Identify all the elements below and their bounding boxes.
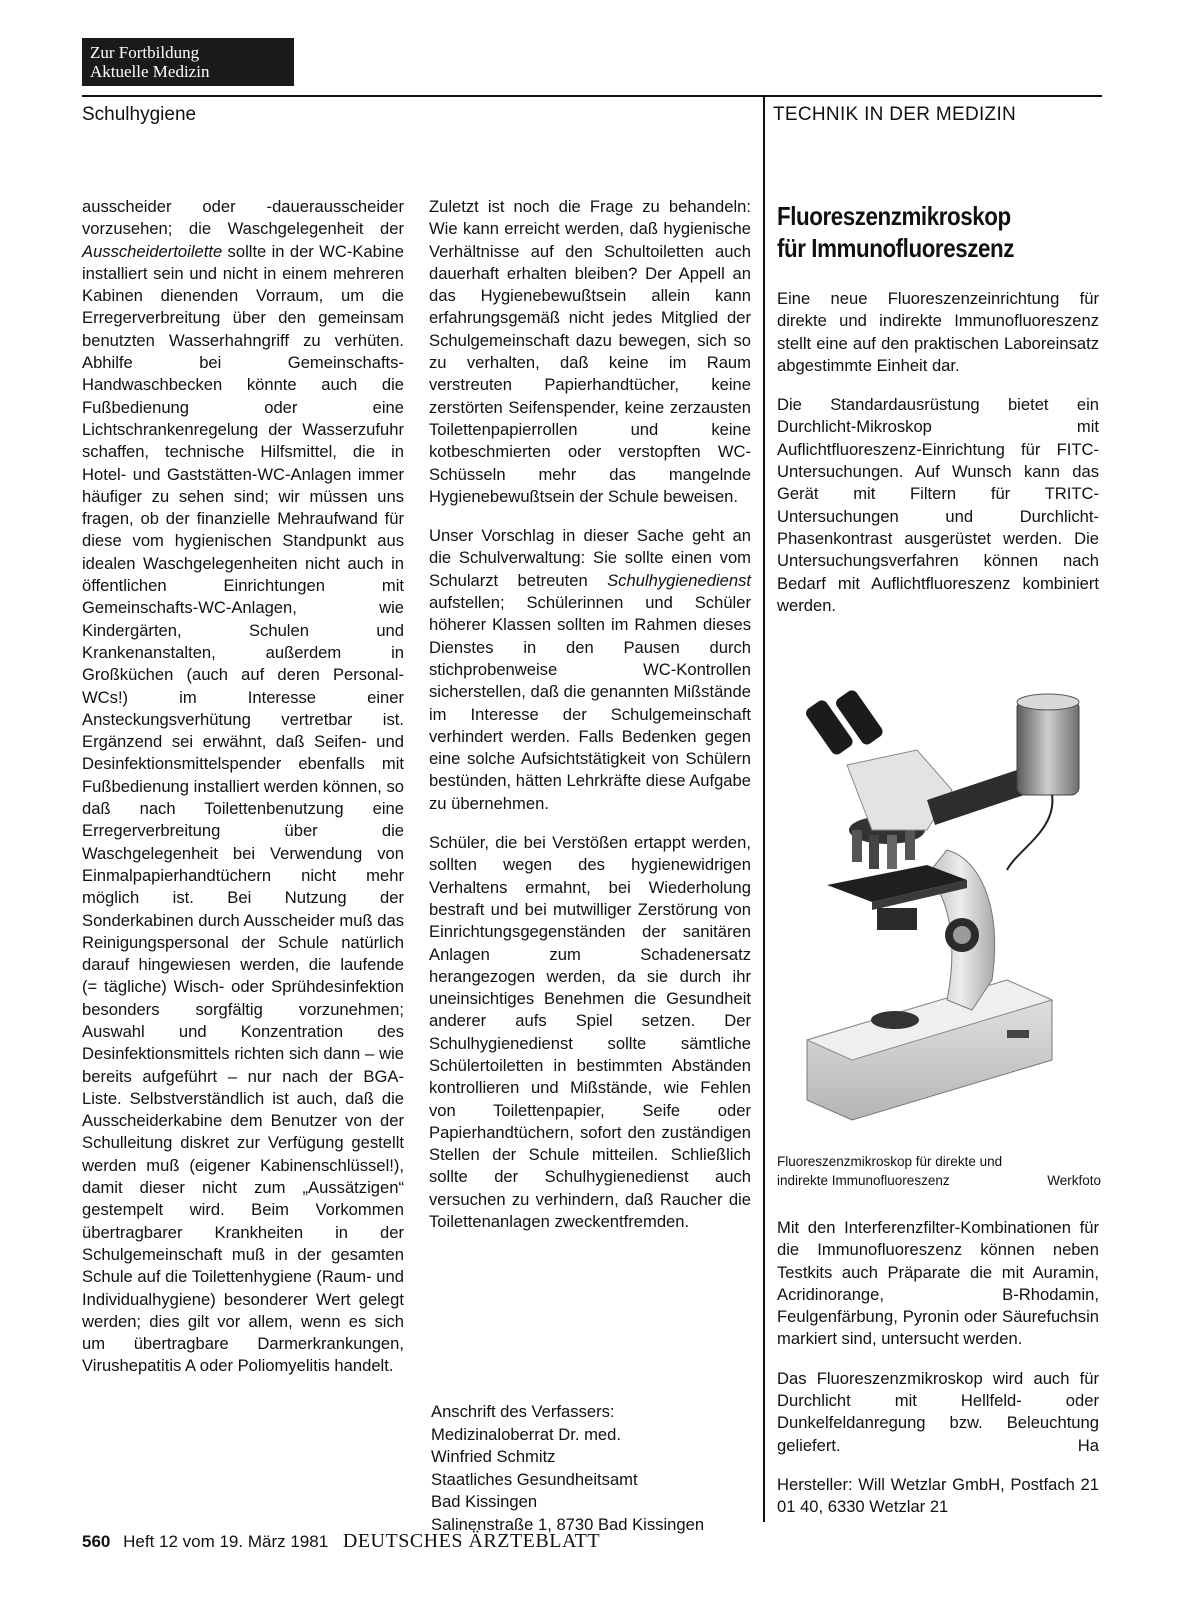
column-divider <box>763 96 765 1522</box>
magazine-name: DEUTSCHES ÄRZTEBLATT <box>342 1530 601 1552</box>
emphasized-term: Ausscheidertoilette <box>82 241 223 261</box>
col2-paragraph-2: Unser Vorschlag in dieser Sache geht an die Schulverwaltung: Sie sollte einen vom Schularzt betreuten Schulhygienedienst aufstellen; Schülerinnen und Schüler höherer Klassen sollten im Rahmen dieses Dienstes in den Pausen durch stichprobenweise WC-Kontrollen sicherstellen, daß die genannten Mißstände im Interesse der Schulgemeinschaft verhindert werden. Falls Bedenken gegen eine solche Aufsichtstätigkeit von Schülern bestünden, hätten Lehrkräfte diese Aufgabe zu übernehmen. <box>429 526 751 813</box>
caption-line-1: Fluoreszenzmikroskop für direkte und <box>777 1154 1003 1169</box>
col2-paragraph-1: Zuletzt ist noch die Frage zu behandeln: Wie kann erreicht werden, daß hygienische Verhältnisse auf den Schultoiletten auch dauerhaft erhalten bleiben? Der Appell an das Hygienebewußtsein allein kann erfahrungsgemäß nicht jedes Mitglied der Schulgemeinschaft dazu bewegen, sich so zu verhalten, daß keine im Raum verstreuten Papierhandtücher, keine zerstörten Seifenspender, keine zerzausten Toilettenpapierrollen und keine kotbeschmierten oder verstopften WC-Schüsseln mehr das mangelnde Hygienebewußtsein der Schule beweisen. <box>429 197 751 506</box>
photo-caption <box>777 1152 1101 1190</box>
address-line: Medizinaloberrat Dr. med. <box>431 1424 621 1444</box>
microscope-photo <box>777 680 1102 1144</box>
photo-credit: Werkfoto <box>1047 1173 1101 1188</box>
address-line: Bad Kissingen <box>431 1492 538 1511</box>
news-headline <box>777 200 1104 264</box>
paragraph-4-text: Das Fluoreszenzmikroskop wird auch für Durchlicht mit Hellfeld- oder Dunkelfeldanregung bzw. Beleuchtung geliefert. <box>777 1368 1099 1455</box>
emphasized-term: Schulhygienedienst <box>607 570 751 590</box>
article-column-1 <box>82 196 404 1395</box>
rubric-box <box>82 38 294 86</box>
section-title-left: Schulhygiene <box>82 104 197 125</box>
col3-paragraph-4 <box>777 1368 1099 1457</box>
page-footer <box>82 1530 600 1553</box>
col3-paragraph-5: Hersteller: Will Wetzlar GmbH, Postfach 21 01 40, 6330 Wetzlar 21 <box>777 1474 1099 1517</box>
rubric-line-2: Aktuelle Medizin <box>90 62 210 81</box>
microscope-illustration <box>777 680 1102 1144</box>
col1-paragraph-1: ausscheider oder -dauerausscheider vorzusehen; die Waschgelegenheit der Ausscheidertoilette sollte in der WC-Kabine installiert sein und nicht in einem mehreren Kabinen dienenden Vorraum, um die Erregerverbreitung über den gemeinsam benutzten Wasserhahngriff zu verhüten. Abhilfe bei Gemeinschafts-Handwaschbecken könnte auch die Fußbedienung oder eine Lichtschrankenregelung der Wasserzufuhr schaffen, technische Hilfsmittel, die in Hotel- und Gaststätten-WC-Anlagen immer häufiger zu sehen sind; wir müssen uns fragen, ob der finanzielle Mehraufwand für diese vom hygienischen Standpunkt aus idealen Waschgelegenheiten nicht auch in öffentlichen Einrichtungen mit Gemeinschafts-WC-Anlagen, wie Kindergärten, Schulen und Krankenanstalten, außerdem in Großküchen (auch auf deren Personal-WCs!) im Interesse einer Ansteckungsverhütung vertretbar ist. Ergänzend sei erwähnt, daß Seifen- und Desinfektionsmittelspender ebenfalls mit Fußbedienung installiert werden können, so daß nach Toilettenbenutzung eine Erregerverbreitung über die Waschgelegenheit bei Verwendung von Einmalpapierhandtüchern nicht mehr möglich ist. Bei Nutzung der Sonderkabinen durch Ausscheider muß das Reinigungspersonal der Schule natürlich darauf hingewiesen werden, die laufende (= tägliche) Wisch- oder Sprühdesinfektion besonders sorgfältig vorzunehmen; Auswahl und Konzentration des Desinfektionsmittels richten sich dann – wie bereits aufgeführt – nur nach der BGA-Liste. Selbstverständlich ist auch, daß die Ausscheiderkabine dem Benutzer von der Schulleitung diskret zur Verfügung gestellt werden muß (eigener Kabinenschlüssel!), damit dieser nicht zum „Aussätzigen“ gestempelt wird. Beim Vorkommen übertragbarer Krankheiten in der Schulgemeinschaft muß in der gesamten Schule auf die Toilettenhygiene (Raum- und Individualhygiene) besonderer Wert gelegt werden; dies gilt vor allem, wenn es sich um übertragbare Darmerkrankungen, Virushepatitis A oder Poliomyelitis handelt. <box>82 197 404 1376</box>
article-column-3-continued <box>777 1217 1099 1536</box>
caption-line-2 <box>777 1171 1101 1190</box>
article-column-2 <box>429 196 751 1250</box>
col3-paragraph-3: Mit den Interferenzfilter-Kombinationen für die Immunofluoreszenz können neben Testkits auch Präparate die mit Auramin, Acridinorange, B-Rhodamin, Feulgenfärbung, Pyronin oder Säurefuchsin markiert sind, untersucht werden. <box>777 1218 1099 1349</box>
headline-line-1: Fluoreszenzmikroskop <box>777 201 1011 231</box>
address-line: Salinenstraße 1, 8730 Bad Kissingen <box>431 1514 705 1534</box>
col3-paragraph-2: Die Standardausrüstung bietet ein Durchlicht-Mikroskop mit Auflichtfluoreszenz-Einrichtung für FITC-Untersuchungen. Auf Wunsch kann das Gerät mit Filtern für TRITC-Untersuchungen und Durchlicht-Phasenkontrast ausgerüstet werden. Die Untersuchungsverfahren können nach Bedarf mit Auflichtfluoreszenz kombiniert werden. <box>777 395 1099 615</box>
section-title-right: TECHNIK IN DER MEDIZIN <box>773 104 1017 125</box>
address-line: Winfried Schmitz <box>431 1447 556 1466</box>
col2-paragraph-3: Schüler, die bei Verstößen ertappt werden, sollten wegen des hygienewidrigen Verhaltens ermahnt, bei Wiederholung bestraft und bei mutwilliger Zerstörung von Einrichtungsgegenständen der sanitären Anlagen zum Schadenersatz herangezogen werden, da sie durch ihr uneinsichtiges Benehmen die Gesundheit anderer aufs Spiel setzen. Der Schulhygienedienst sollte sämtliche Schülertoiletten in bestimmten Abständen kontrollieren und Mißstände, wie Fehlen von Toilettenpapier, Seife oder Papierhandtüchern, sofort den zuständigen Stellen der Schule mitteilen. Schließlich sollte der Schulhygienedienst auch versuchen zu verhindern, daß Raucher die Toilettenanlagen zweckentfremden. <box>429 833 751 1232</box>
page-number: 560 <box>82 1532 111 1551</box>
address-line: Staatliches Gesundheitsamt <box>431 1469 638 1489</box>
address-line: Anschrift des Verfassers: <box>431 1402 615 1421</box>
issue-info: Heft 12 vom 19. März 1981 <box>123 1532 329 1551</box>
caption-text: indirekte Immunofluoreszenz <box>777 1173 950 1188</box>
headline-line-2: für Immunofluoreszenz <box>777 233 1014 263</box>
article-column-3 <box>777 200 1099 634</box>
rubric-line-1: Zur Fortbildung <box>90 43 200 62</box>
col3-paragraph-1: Eine neue Fluoreszenzeinrichtung für direkte und indirekte Immunofluoreszenz stellt eine auf den praktischen Laboreinsatz abgestimmte Einheit dar. <box>777 289 1099 375</box>
author-initials: Ha <box>1077 1435 1099 1455</box>
author-address <box>431 1401 761 1536</box>
top-rule <box>82 95 1102 97</box>
